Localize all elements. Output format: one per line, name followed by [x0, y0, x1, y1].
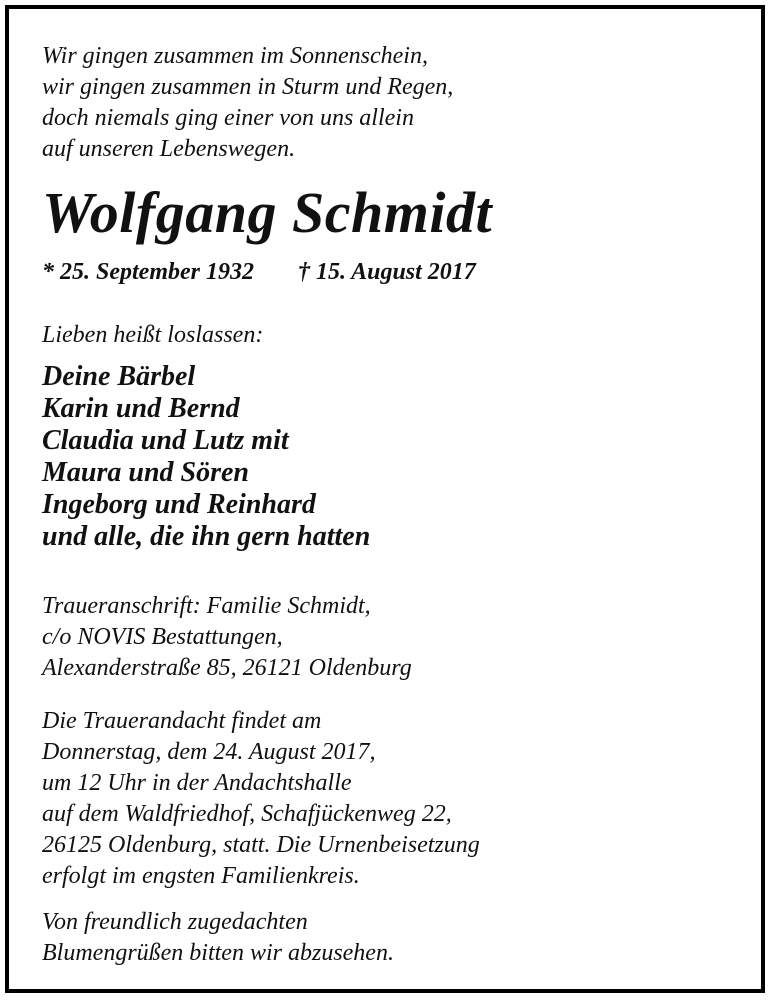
- address-line: c/o NOVIS Bestattungen,: [42, 624, 283, 650]
- service-line: erfolgt im engsten Familienkreis.: [42, 863, 360, 889]
- obituary-card: [5, 5, 765, 993]
- death-date: † 15. August 2017: [297, 259, 476, 285]
- deceased-name: Wolfgang Schmidt: [42, 180, 493, 245]
- address-line: Alexanderstraße 85, 26121 Oldenburg: [42, 655, 412, 681]
- birth-date: * 25. September 1932: [42, 259, 254, 285]
- life-dates: [42, 257, 476, 287]
- poem-line: doch niemals ging einer von uns allein: [42, 105, 414, 131]
- mourner-line: Claudia und Lutz mit: [42, 425, 289, 456]
- mourner-line: Karin und Bernd: [42, 393, 240, 424]
- closing-note: [42, 907, 394, 969]
- poem-verse: [42, 41, 453, 165]
- service-line: Die Trauerandacht findet am: [42, 708, 322, 734]
- service-line: auf dem Waldfriedhof, Schafjückenweg 22,: [42, 801, 452, 827]
- service-line: Donnerstag, dem 24. August 2017,: [42, 739, 376, 765]
- poem-line: Wir gingen zusammen im Sonnenschein,: [42, 43, 428, 69]
- poem-line: wir gingen zusammen in Sturm und Regen,: [42, 74, 454, 100]
- mourner-line: Ingeborg und Reinhard: [42, 489, 316, 520]
- closing-line: Blumengrüßen bitten wir abzusehen.: [42, 940, 394, 966]
- mourner-line: Deine Bärbel: [42, 361, 196, 392]
- intro-line: Lieben heißt loslassen:: [42, 322, 264, 348]
- service-line: 26125 Oldenburg, statt. Die Urnenbeisetzung: [42, 832, 480, 858]
- mourner-line: Maura und Sören: [42, 457, 249, 488]
- poem-line: auf unseren Lebenswegen.: [42, 136, 296, 162]
- mourners-list: [42, 361, 370, 553]
- service-info: [42, 706, 480, 892]
- mourner-line: und alle, die ihn gern hatten: [42, 521, 371, 552]
- address-line: Traueranschrift: Familie Schmidt,: [42, 593, 371, 619]
- service-line: um 12 Uhr in der Andachtshalle: [42, 770, 352, 796]
- closing-line: Von freundlich zugedachten: [42, 909, 308, 935]
- mourning-address: [42, 591, 412, 684]
